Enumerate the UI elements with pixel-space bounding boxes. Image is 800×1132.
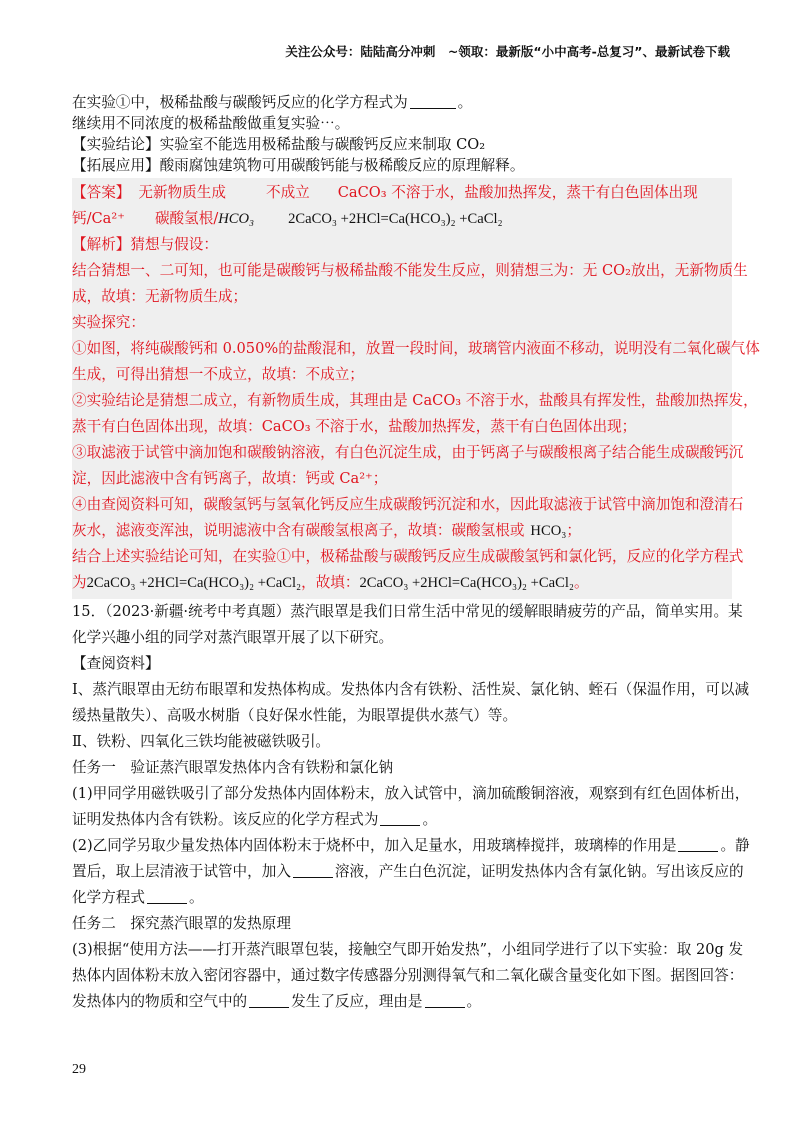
analysis-line: 实验探究：: [72, 314, 145, 331]
analysis-line: 蒸干有白色固体出现，故填：CaCO₃ 不溶于水，盐酸加热挥发，蒸干有白色固体出现；: [72, 418, 637, 435]
question-line: 化学兴趣小组的同学对蒸汽眼罩开展了以下研究。: [72, 629, 394, 646]
page-header: 关注公众号：陆陆高分冲刺 ~领取：最新版“小中高考-总复习”、最新试卷下载: [285, 44, 730, 59]
answer-line-1: 【答案】 无新物质生成 不成立 CaCO₃ 不溶于水，盐酸加热挥发，蒸干有白色固体出现: [72, 184, 698, 201]
question-line: 15．（2023·新疆·统考中考真题）蒸汽眼罩是我们日常生活中常见的缓解眼睛疲劳的产品，简单实用。某: [72, 603, 743, 620]
task-one-title: 任务一 验证蒸汽眼罩发热体内含有铁粉和氯化钠: [72, 759, 394, 776]
question-line: 发热体内的物质和空气中的 发生了反应，理由是 。: [72, 993, 482, 1010]
answer-blank: [380, 811, 420, 826]
analysis-line: ③取滤液于试管中滴加饱和碳酸钠溶液，有白色沉淀生成，由于钙离子与碳酸根离子结合能生成碳酸钙沉: [72, 444, 744, 461]
analysis-line: 淀，因此滤液中含有钙离子，故填：钙或 Ca²⁺；: [72, 470, 388, 487]
analysis-line: 生成，可得出猜想一不成立，故填：不成立；: [72, 366, 364, 383]
question-line: Ⅰ、蒸汽眼罩由无纺布眼罩和发热体构成。发热体内含有铁粉、活性炭、氯化钠、蛭石（保温作用，可以减: [72, 681, 750, 698]
task-two-title: 任务二 探究蒸汽眼罩的发热原理: [72, 915, 291, 932]
analysis-line: 结合猜想一、二可知，也可能是碳酸钙与极稀盐酸不能发生反应，则猜想三为：无 CO₂放出，无新物质生: [72, 262, 748, 279]
answer-blank: [293, 863, 333, 878]
experiment-conclusion: 【实验结论】实验室不能选用极稀盐酸与碳酸钙反应来制取 CO₂: [72, 136, 486, 153]
analysis-line: ④由查阅资料可知，碳酸氢钙与氢氧化钙反应生成碳酸钙沉淀和水，因此取滤液于试管中滴加饱和澄清石: [72, 496, 744, 513]
answer-blank: [249, 993, 289, 1008]
question-line: 化学方程式 。: [72, 889, 204, 906]
question-line: 热体内固体粉末放入密闭容器中，通过数字传感器分别测得氧气和二氧化碳含量变化如下图。据图回答：: [72, 967, 744, 984]
analysis-final-line: 为2CaCO₃ +2HCl=Ca(HCO₃)₂ +CaCl₂，故填：2CaCO₃ +2HCl=Ca(HCO₃)₂ +CaCl₂。: [72, 574, 589, 591]
answer-section: [72, 178, 760, 599]
analysis-line: ②实验结论是猜想二成立，有新物质生成，其理由是 CaCO₃ 不溶于水，盐酸具有挥发性，盐酸加热挥发，: [72, 392, 758, 409]
analysis-line: 成，故填：无新物质生成；: [72, 288, 248, 305]
intro-line-2: 继续用不同浓度的极稀盐酸做重复实验⋯。: [72, 115, 350, 132]
intro-line-1: 在实验①中，极稀盐酸与碳酸钙反应的化学方程式为 。: [72, 94, 473, 111]
question-line: 置后，取上层清液于试管中，加入 溶液，产生白色沉淀，证明发热体内含有氯化钠。写出该反应的: [72, 863, 744, 880]
question-line: (2)乙同学另取少量发热体内固体粉末于烧杯中，加入足量水，用玻璃棒搅拌，玻璃棒的作用是 。静: [72, 837, 750, 854]
question-line: (1)甲同学用磁铁吸引了部分发热体内固体粉末，放入试管中，滴加硫酸铜溶液，观察到有红色固体析出，: [72, 785, 750, 802]
question-line: Ⅱ、铁粉、四氧化三铁均能被磁铁吸引。: [72, 733, 331, 750]
question-line: 【查阅资料】: [72, 655, 160, 672]
answer-blank: [147, 889, 187, 904]
analysis-label: 【解析】猜想与假设：: [72, 236, 218, 253]
analysis-line: 结合上述实验结论可知，在实验①中，极稀盐酸与碳酸钙反应生成碳酸氢钙和氯化钙，反应的化学方程式: [72, 548, 744, 565]
question-line: (3)根据“使用方法——打开蒸汽眼罩包装，接触空气即开始发热”，小组同学进行了以下实验：取 20g 发: [72, 941, 744, 958]
analysis-line: ①如图，将纯碳酸钙和 0.050%的盐酸混和，放置一段时间，玻璃管内液面不移动，说明没有二氧化碳气体: [72, 340, 760, 357]
document-body: [72, 92, 760, 1015]
extended-application: 【拓展应用】酸雨腐蚀建筑物可用碳酸钙能与极稀酸反应的原理解释。: [72, 157, 525, 174]
answer-blank: [425, 993, 465, 1008]
question-15: [72, 599, 750, 1015]
question-line: 缓热量散失）、高吸水树脂（良好保水性能，为眼罩提供水蒸气）等。: [72, 707, 518, 724]
analysis-line: 灰水，滤液变浑浊，说明滤液中含有碳酸氢根离子，故填：碳酸氢根或 HCO₃；: [72, 522, 581, 539]
answer-blank: [678, 837, 718, 852]
page-number: 29: [72, 1062, 86, 1077]
answer-line-2: 钙/Ca²⁺ 碳酸氢根/HCO₃ 2CaCO₃ +2HCl=Ca(HCO₃)₂ +CaCl₂: [72, 210, 503, 227]
question-line: 证明发热体内含有铁粉。该反应的化学方程式为 。: [72, 811, 438, 828]
answer-blank: [410, 94, 456, 109]
